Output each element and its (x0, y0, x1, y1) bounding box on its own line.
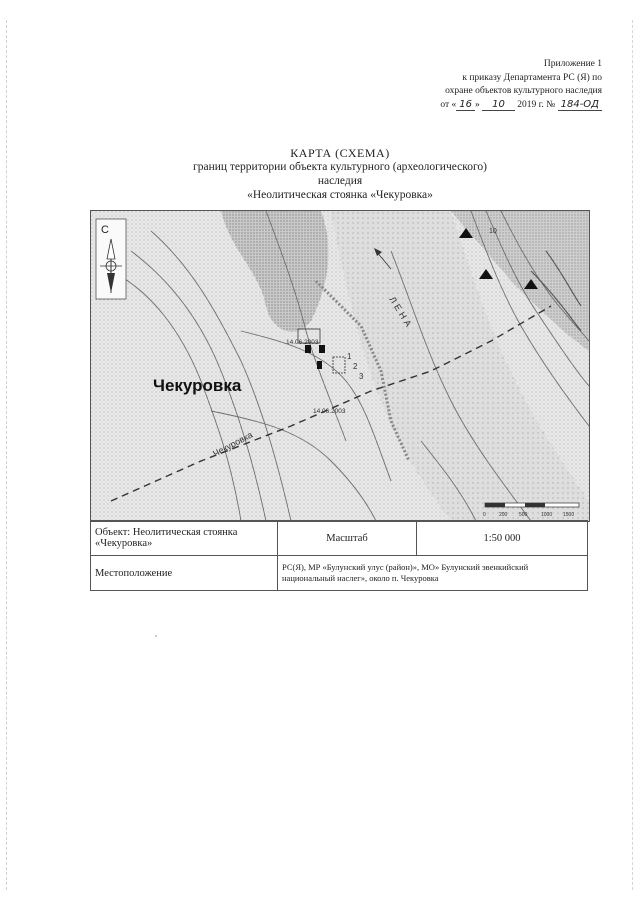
compass (96, 219, 126, 299)
scan-edge-left (6, 20, 8, 890)
location-value: РС(Я), МР «Булунский улус (район)», МО» Булунский эвенкийский национальный наслег», около п. Чекуровка (278, 556, 588, 591)
scan-edge-right (632, 20, 634, 890)
date-day: 16 (456, 99, 475, 111)
table-row-location (91, 556, 588, 591)
appendix-line-2: к приказу Департамента РС (Я) по (462, 72, 602, 83)
appendix-date-line (362, 99, 602, 113)
river-label: ЛЕНА (387, 294, 416, 331)
document-title (90, 146, 590, 202)
scan-speck (155, 635, 157, 637)
order-number: 184-ОД (558, 99, 602, 111)
title-line-1: КАРТА (СХЕМА) (290, 146, 390, 160)
contour-label: 10 (489, 228, 497, 235)
table-row-object (91, 521, 588, 556)
scale-label: Масштаб (278, 521, 417, 556)
object-label: Объект: Неолитическая стоянка «Чекуровка» (91, 521, 278, 556)
marker-label-2: 2 (353, 362, 358, 371)
date-prefix: от « (440, 99, 457, 110)
scale-tick-1: 200 (499, 512, 508, 518)
scale-value: 1:50 000 (417, 521, 588, 556)
village-label: Чекуровка (153, 376, 242, 395)
title-line-4: «Неолитическая стоянка «Чекуровка» (247, 189, 433, 201)
point-label-b: 14.06.2003 (313, 408, 346, 415)
title-line-3: наследия (317, 175, 363, 187)
marker-label-1: 1 (347, 352, 352, 361)
map-scheme (90, 210, 590, 522)
date-month: 10 (482, 99, 515, 111)
title-line-2: границ территории объекта культурного (археологического) (193, 161, 487, 173)
stream-label: Чекуровка (211, 429, 255, 459)
marker-label-3: 3 (359, 372, 364, 381)
date-mid: » (474, 99, 480, 110)
scale-tick-4: 1500 (563, 512, 575, 518)
scale-tick-0: 0 (483, 512, 486, 518)
scale-tick-2: 500 (519, 512, 528, 518)
appendix-header (362, 58, 602, 112)
location-label: Местоположение (91, 556, 278, 591)
appendix-line-3: охране объектов культурного наследия (445, 86, 602, 96)
date-year: 2019 г. № (517, 99, 556, 110)
compass-letter: С (101, 224, 109, 236)
point-label-a: 14.06.2003 (286, 339, 319, 346)
appendix-line-1: Приложение 1 (543, 59, 602, 69)
scale-tick-3: 1000 (541, 512, 553, 518)
map-svg (91, 211, 589, 521)
info-table (90, 520, 588, 591)
